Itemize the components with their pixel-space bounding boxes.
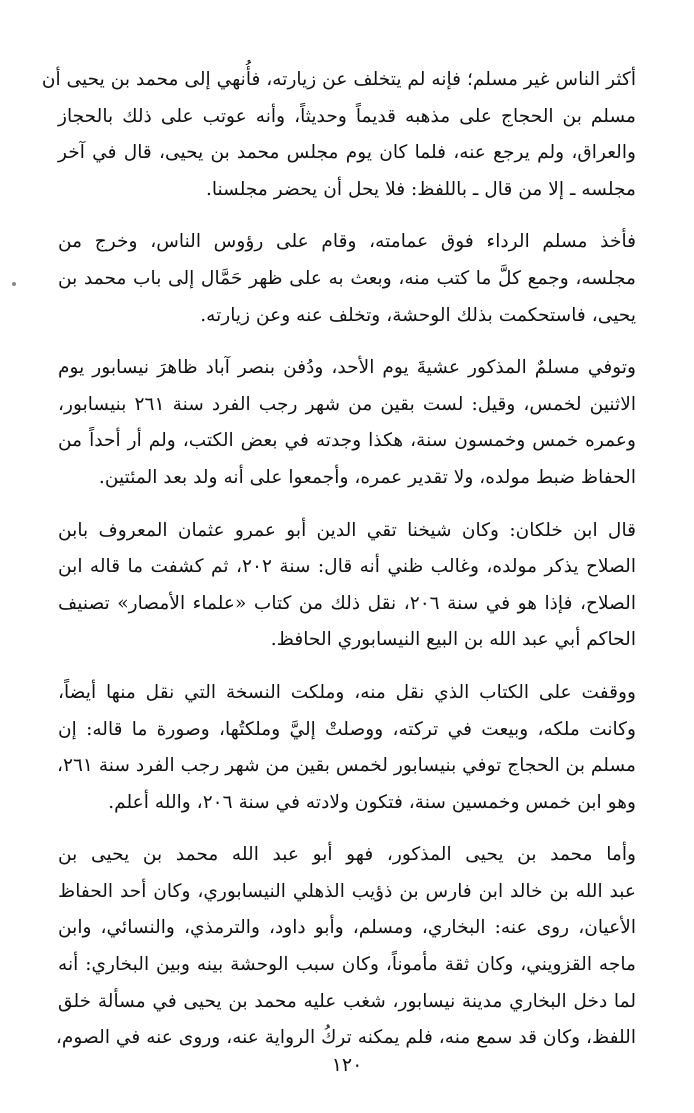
text-line: لما دخل البخاري مدينة نيسابور، شغب عليه محمد بن يحيى في مسألة خلق (58, 990, 636, 1012)
paragraph-2 (58, 224, 636, 334)
text-line: اللفظ، وكان قد سمع منه، فلم يمكنه تركُ الرواية عنه، وروى عنه في الصوم، (55, 1027, 636, 1049)
body-text (41, 62, 637, 1073)
text-line: ووقفت على الكتاب الذي نقل منه، وملكت النسخة التي نقل منها أيضاً، (58, 681, 636, 703)
text-line: أكثر الناس غير مسلم؛ فإنه لم يتخلف عن زيارته، فأُنهي إلى محمد بن يحيى أن (41, 69, 636, 90)
paragraph-4 (58, 513, 636, 659)
text-line: وهو ابن خمس وخمسين سنة، فتكون ولادته في سنة ٢٠٦، والله أعلم. (108, 791, 636, 813)
text-line: الأعيان، روى عنه: البخاري، ومسلم، وأبو داود، والترمذي، والنسائي، وابن (58, 917, 636, 939)
text-line: فأخذ مسلم الرداء فوق عمامته، وقام على رؤوس الناس، وخرج من (58, 231, 636, 253)
text-line: مسلم بن الحجاج توفي بنيسابور لخمس بقين من شهر رجب الفرد سنة ٢٦١، (56, 755, 636, 777)
paragraph-6 (55, 837, 636, 1057)
text-line: الاثنين لخمس، وقيل: لست بقين من شهر رجب الفرد سنة ٢٦١ بنيسابور، (58, 393, 636, 415)
text-line: الصلاح يذكر مولده، وغالب ظني أنه قال: سنة ٢٠٢، ثم كشفت ما قاله ابن (58, 556, 636, 578)
text-line: الصلاح، فإذا هو في سنة ٢٠٦، نقل ذلك من كتاب «علماء الأمصار» تصنيف (58, 592, 637, 614)
paragraph-1 (41, 62, 636, 208)
text-line: مجلسه ـ إلا من قال ـ باللفظ: فلا يحل أن يحضر مجلسنا. (205, 178, 636, 200)
text-line: والعراق، ولم يرجع عنه، فلما كان يوم مجلس محمد بن يحيى، قال في آخر (58, 142, 636, 164)
text-line: يحيى، فاستحكمت بذلك الوحشة، وتخلف عنه وعن زيارته. (200, 304, 636, 326)
text-line: وعمره خمس وخمسون سنة، هكذا وجدته في بعض الكتب، ولم أر أحداً من (58, 430, 636, 452)
text-line: مسلم بن الحجاج على مذهبه قديماً وحديثاً، وأنه عوتب على ذلك بالحجاز (58, 105, 636, 127)
text-line: قال ابن خلكان: وكان شيخنا تقي الدين أبو عمرو عثمان المعروف بابن (58, 519, 636, 541)
text-line: عبد الله بن خالد ابن فارس بن ذؤيب الذهلي النيسابوري، وكان أحد الحفاظ (58, 880, 636, 902)
paragraph-5 (58, 675, 636, 821)
page-number: ١٢٠ (331, 1054, 363, 1076)
scan-speck (12, 282, 16, 286)
text-line: الحاكم أبي عبد الله بن البيع النيسابوري الحافظ. (270, 629, 636, 651)
text-line: مجلسه، وجمع كلَّ ما كتب منه، وبعث به على ظهر حَمَّال إلى باب محمد بن (58, 267, 636, 289)
text-line: وتوفي مسلمٌ المذكور عشيةَ يوم الأحد، ودُفن بنصر آباد ظاهرَ نيسابور يوم (58, 357, 636, 379)
text-line: الحفاظ ضبط مولده، ولا تقدير عمره، وأجمعوا على أنه ولد بعد المئتين. (98, 466, 636, 488)
text-line: وكانت ملكه، وبيعت في تركته، ووصلتْ إليَّ وملكتُها، وصورة ما قاله: إن (58, 718, 636, 740)
text-line: ماجه القزويني، وكان ثقة مأموناً، وكان سبب الوحشة بينه وبين البخاري: أنه (58, 954, 636, 976)
text-line: وأما محمد بن يحيى المذكور، فهو أبو عبد الله محمد بن يحيى بن (58, 844, 636, 866)
paragraph-3 (58, 350, 636, 496)
